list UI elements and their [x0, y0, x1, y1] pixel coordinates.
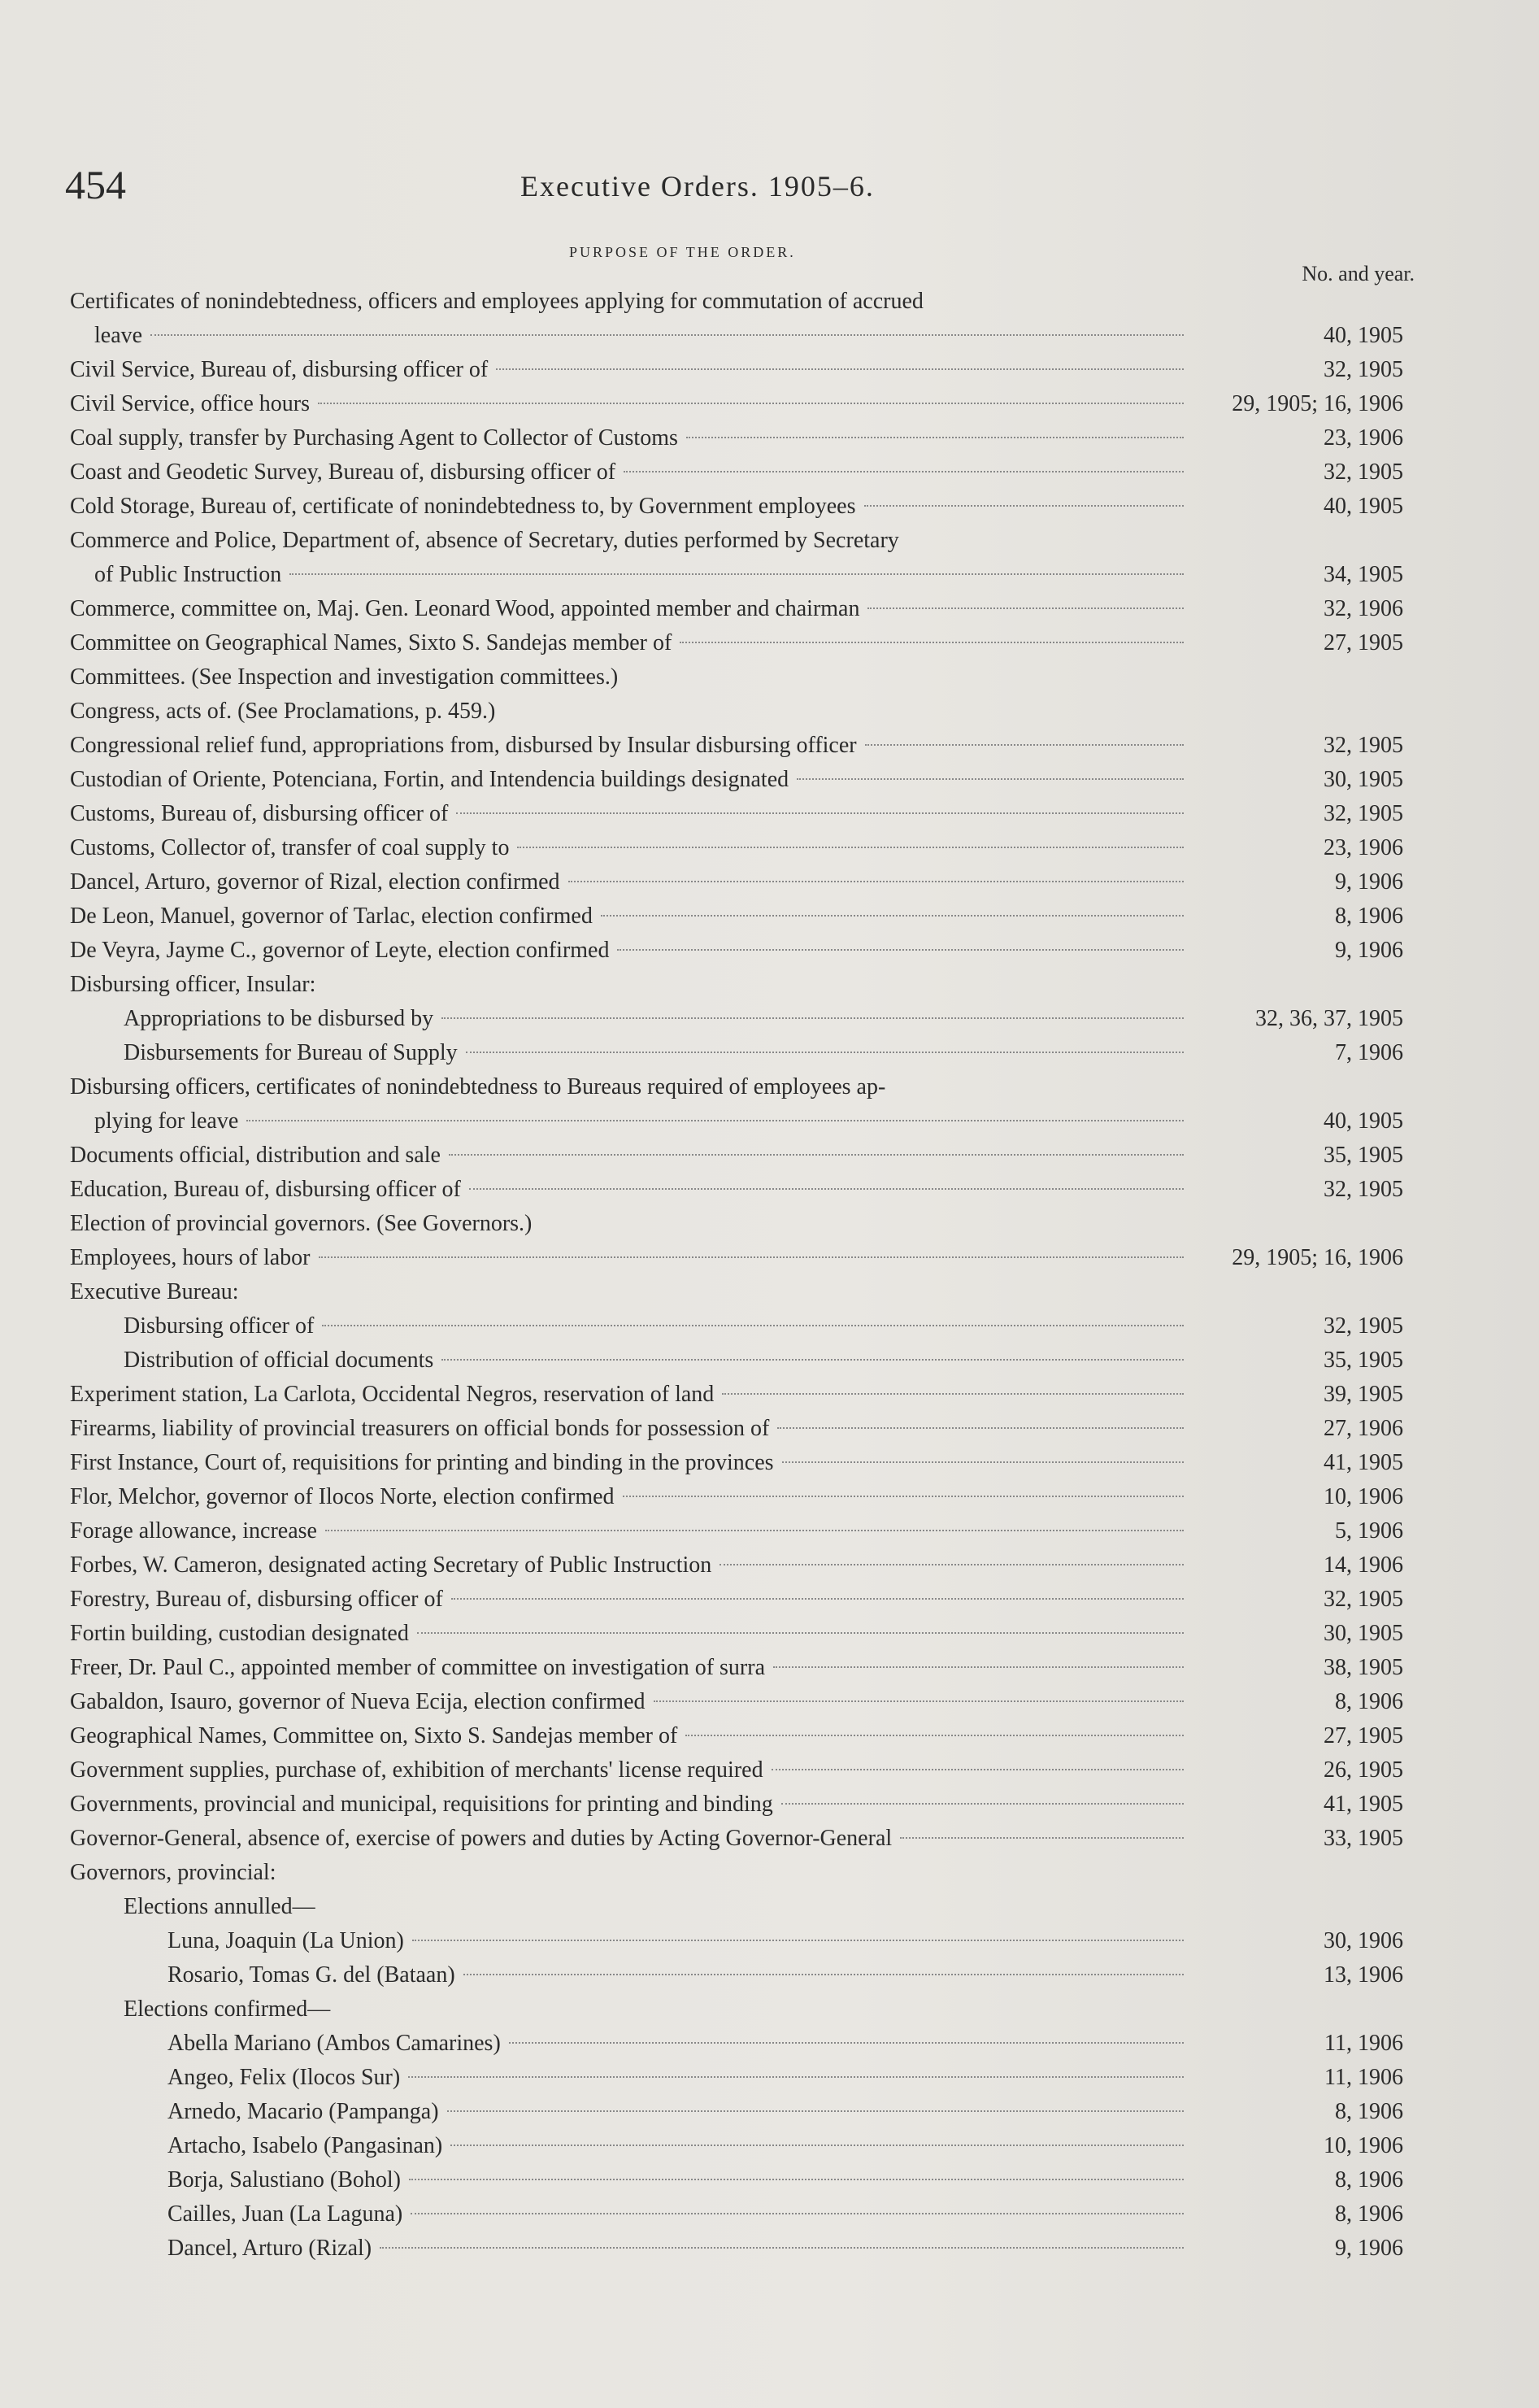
entry-text: Governors, provincial: — [70, 1860, 276, 1885]
entry-text: Dancel, Arturo, governor of Rizal, election confirmed — [70, 869, 560, 895]
entry-text: Executive Bureau: — [70, 1279, 239, 1304]
entry-text: Dancel, Arturo (Rizal) — [167, 2236, 372, 2261]
page-header — [0, 161, 1539, 218]
order-reference: 8, 1906 — [1335, 2099, 1403, 2124]
order-reference: 39, 1905 — [1324, 1382, 1403, 1407]
entry-text: Flor, Melchor, governor of Ilocos Norte, election confirmed — [70, 1484, 615, 1509]
dot-leader — [773, 1666, 1184, 1668]
dot-leader — [797, 778, 1184, 780]
index-entry — [70, 660, 1403, 695]
index-entry — [70, 831, 1403, 865]
dot-leader — [568, 881, 1184, 882]
order-reference: 9, 1906 — [1335, 869, 1403, 895]
index-entry — [70, 1446, 1403, 1480]
order-reference: 7, 1906 — [1335, 1040, 1403, 1065]
dot-leader — [447, 2110, 1184, 2112]
dot-leader — [441, 1017, 1184, 1019]
order-reference: 32, 1906 — [1324, 596, 1403, 621]
dot-leader — [318, 403, 1184, 404]
index-entry — [70, 1173, 1403, 1207]
entry-text: Election of provincial governors. (See Governors.) — [70, 1211, 533, 1236]
entry-text: Cailles, Juan (La Laguna) — [167, 2201, 403, 2227]
order-reference: 33, 1905 — [1324, 1826, 1403, 1851]
order-reference: 11, 1906 — [1324, 2031, 1403, 2056]
index-entry — [70, 1070, 1403, 1139]
index-entry — [70, 455, 1403, 490]
entry-text: Forage allowance, increase — [70, 1518, 317, 1544]
entry-text: Freer, Dr. Paul C., appointed member of committee on investigation of surra — [70, 1655, 766, 1680]
entry-text: Rosario, Tomas G. del (Bataan) — [167, 1962, 455, 1988]
index-entry — [70, 524, 1403, 592]
dot-leader — [601, 915, 1184, 917]
entry-text: Forestry, Bureau of, disbursing officer of — [70, 1587, 443, 1612]
order-reference: 8, 1906 — [1335, 2167, 1403, 2192]
entry-text: Geographical Names, Committee on, Sixto S. Sandejas member of — [70, 1723, 678, 1748]
page-number: 454 — [65, 162, 126, 207]
dot-leader — [782, 1461, 1184, 1463]
entry-text: Government supplies, purchase of, exhibition of merchants' license required — [70, 1757, 763, 1783]
index-entry — [70, 2027, 1403, 2061]
dot-leader — [412, 1940, 1184, 1941]
entry-text: Disbursing officers, certificates of nonindebtedness to Bureaus required of employees ap- — [70, 1074, 886, 1099]
entry-text: De Leon, Manuel, governor of Tarlac, election confirmed — [70, 904, 593, 929]
entry-continuation: leave — [94, 323, 143, 348]
index-entry — [70, 763, 1403, 797]
entry-text: Civil Service, Bureau of, disbursing officer of — [70, 357, 489, 382]
index-entry — [70, 1309, 1403, 1343]
index-entry — [70, 1548, 1403, 1583]
entry-text: Coast and Geodetic Survey, Bureau of, disbursing officer of — [70, 459, 616, 485]
order-reference: 23, 1906 — [1324, 425, 1403, 451]
order-reference: 32, 1905 — [1324, 733, 1403, 758]
dot-leader — [246, 1120, 1184, 1121]
index-entry — [70, 387, 1403, 421]
entry-text: Angeo, Felix (Ilocos Sur) — [167, 2065, 401, 2090]
index-entry — [70, 285, 1403, 353]
entry-text: Luna, Joaquin (La Union) — [167, 1928, 404, 1953]
index-entry — [70, 490, 1403, 524]
index-entry — [70, 1753, 1403, 1787]
order-reference: 29, 1905; 16, 1906 — [1232, 391, 1403, 416]
entry-text: Artacho, Isabelo (Pangasinan) — [167, 2133, 443, 2158]
order-reference: 11, 1906 — [1324, 2065, 1403, 2090]
index-entry — [70, 2061, 1403, 2095]
dot-leader — [325, 1530, 1184, 1531]
order-reference: 8, 1906 — [1335, 1689, 1403, 1714]
order-reference: 8, 1906 — [1335, 2201, 1403, 2227]
index-entry — [70, 353, 1403, 387]
entry-text: Congressional relief fund, appropriations from, disbursed by Insular disbursing officer — [70, 733, 857, 758]
dot-leader — [722, 1393, 1184, 1395]
order-reference: 32, 1905 — [1324, 1313, 1403, 1339]
order-reference: 23, 1906 — [1324, 835, 1403, 860]
dot-leader — [408, 2076, 1184, 2078]
running-title: Executive Orders. 1905–6. — [520, 170, 875, 202]
dot-leader — [150, 334, 1184, 336]
index-entry — [70, 1480, 1403, 1514]
entry-text: Elections confirmed— — [124, 1997, 331, 2022]
index-entry — [70, 1275, 1403, 1309]
dot-leader — [865, 744, 1184, 746]
column-heading: No. and year. — [1302, 262, 1415, 285]
index-entry — [70, 1958, 1403, 1992]
order-reference: 32, 1905 — [1324, 459, 1403, 485]
index-entry — [70, 1617, 1403, 1651]
entry-continuation: plying for leave — [94, 1108, 239, 1134]
index-entry — [70, 1241, 1403, 1275]
order-reference: 40, 1905 — [1324, 1108, 1403, 1134]
index-entry — [70, 934, 1403, 968]
entry-text: Fortin building, custodian designated — [70, 1621, 409, 1646]
entry-text: Disbursements for Bureau of Supply — [124, 1040, 458, 1065]
order-reference: 13, 1906 — [1324, 1962, 1403, 1988]
index-entry — [70, 2163, 1403, 2197]
order-reference: 35, 1905 — [1324, 1143, 1403, 1168]
order-reference: 14, 1906 — [1324, 1552, 1403, 1578]
order-reference: 41, 1905 — [1324, 1792, 1403, 1817]
entry-text: Borja, Salustiano (Bohol) — [167, 2167, 401, 2192]
index-entry — [70, 2232, 1403, 2266]
order-reference: 9, 1906 — [1335, 2236, 1403, 2261]
entry-text: Abella Mariano (Ambos Camarines) — [167, 2031, 501, 2056]
entry-continuation: of Public Instruction — [94, 562, 282, 587]
dot-leader — [289, 573, 1184, 575]
index-entry — [70, 1036, 1403, 1070]
dot-leader — [409, 2179, 1184, 2180]
index-entry — [70, 2197, 1403, 2232]
order-reference: 29, 1905; 16, 1906 — [1232, 1245, 1403, 1270]
dot-leader — [720, 1564, 1184, 1565]
index-entry — [70, 1992, 1403, 2027]
order-reference: 34, 1905 — [1324, 562, 1403, 587]
entry-text: Custodian of Oriente, Potenciana, Fortin, and Intendencia buildings designated — [70, 767, 789, 792]
dot-leader — [466, 1052, 1184, 1053]
index-entry — [70, 1378, 1403, 1412]
dot-leader — [772, 1769, 1184, 1770]
dot-leader — [654, 1700, 1184, 1702]
entry-text: First Instance, Court of, requisitions for printing and binding in the provinces — [70, 1450, 774, 1475]
entry-text: Customs, Bureau of, disbursing officer of — [70, 801, 449, 826]
order-reference: 30, 1905 — [1324, 767, 1403, 792]
order-reference: 35, 1905 — [1324, 1348, 1403, 1373]
index-entry — [70, 2129, 1403, 2163]
order-reference: 8, 1906 — [1335, 904, 1403, 929]
index-entry — [70, 1207, 1403, 1241]
index-entry — [70, 1412, 1403, 1446]
index-entry — [70, 729, 1403, 763]
entry-text: Documents official, distribution and sale — [70, 1143, 441, 1168]
entry-text: Forbes, W. Cameron, designated acting Secretary of Public Instruction — [70, 1552, 712, 1578]
order-reference: 32, 1905 — [1324, 1177, 1403, 1202]
entry-text: Gabaldon, Isauro, governor of Nueva Ecija, election confirmed — [70, 1689, 646, 1714]
dot-leader — [456, 812, 1184, 814]
entry-text: Disbursing officer of — [124, 1313, 315, 1339]
index-entry — [70, 899, 1403, 934]
entry-text: Civil Service, office hours — [70, 391, 310, 416]
dot-leader — [322, 1325, 1184, 1326]
entry-text: Committee on Geographical Names, Sixto S. Sandejas member of — [70, 630, 672, 655]
index-entry — [70, 1822, 1403, 1856]
order-reference: 10, 1906 — [1324, 2133, 1403, 2158]
dot-leader — [517, 847, 1184, 848]
order-reference: 32, 1905 — [1324, 357, 1403, 382]
entry-text: Congress, acts of. (See Proclamations, p. 459.) — [70, 699, 496, 724]
index-entry — [70, 1890, 1403, 1924]
entry-text: Certificates of nonindebtedness, officers and employees applying for commutation of accrued — [70, 289, 924, 314]
order-reference: 40, 1905 — [1324, 323, 1403, 348]
entry-text: De Veyra, Jayme C., governor of Leyte, election confirmed — [70, 938, 610, 963]
entry-text: Appropriations to be disbursed by — [124, 1006, 434, 1031]
order-reference: 32, 36, 37, 1905 — [1255, 1006, 1403, 1031]
entry-text: Employees, hours of labor — [70, 1245, 311, 1270]
index-entry — [70, 1787, 1403, 1822]
dot-leader — [680, 642, 1184, 643]
entry-text: Elections annulled— — [124, 1894, 315, 1919]
order-reference: 40, 1905 — [1324, 494, 1403, 519]
dot-leader — [496, 368, 1184, 370]
index-entries — [70, 285, 1403, 2266]
entry-text: Disbursing officer, Insular: — [70, 972, 316, 997]
dot-leader — [449, 1154, 1184, 1156]
entry-text: Experiment station, La Carlota, Occidental Negros, reservation of land — [70, 1382, 715, 1407]
entry-text: Arnedo, Macario (Pampanga) — [167, 2099, 439, 2124]
order-reference: 27, 1905 — [1324, 1723, 1403, 1748]
dot-leader — [777, 1427, 1184, 1429]
entry-text: Distribution of official documents — [124, 1348, 434, 1373]
entry-text: Commerce, committee on, Maj. Gen. Leonard Wood, appointed member and chairman — [70, 596, 860, 621]
entry-text: Governments, provincial and municipal, requisitions for printing and binding — [70, 1792, 773, 1817]
index-entry — [70, 1139, 1403, 1173]
order-reference: 30, 1905 — [1324, 1621, 1403, 1646]
entry-text: Cold Storage, Bureau of, certificate of nonindebtedness to, by Government employees — [70, 494, 856, 519]
order-reference: 27, 1906 — [1324, 1416, 1403, 1441]
order-reference: 10, 1906 — [1324, 1484, 1403, 1509]
entry-text: Education, Bureau of, disbursing officer of — [70, 1177, 461, 1202]
index-entry — [70, 797, 1403, 831]
dot-leader — [864, 505, 1184, 507]
dot-leader — [686, 437, 1184, 438]
section-heading: PURPOSE OF THE ORDER. — [569, 244, 796, 260]
index-entry — [70, 1685, 1403, 1719]
order-reference: 5, 1906 — [1335, 1518, 1403, 1544]
index-entry — [70, 1719, 1403, 1753]
dot-leader — [623, 1496, 1184, 1497]
index-entry — [70, 2095, 1403, 2129]
index-entry — [70, 695, 1403, 729]
entry-text: Commerce and Police, Department of, absence of Secretary, duties performed by Secretary — [70, 528, 899, 553]
order-reference: 38, 1905 — [1324, 1655, 1403, 1680]
order-reference: 32, 1905 — [1324, 1587, 1403, 1612]
dot-leader — [411, 2213, 1184, 2214]
dot-leader — [451, 1598, 1184, 1600]
index-entry — [70, 1924, 1403, 1958]
dot-leader — [380, 2247, 1184, 2249]
index-entry — [70, 626, 1403, 660]
dot-leader — [617, 949, 1184, 951]
index-entry — [70, 865, 1403, 899]
index-entry — [70, 1343, 1403, 1378]
dot-leader — [319, 1256, 1185, 1258]
entry-text: Governor-General, absence of, exercise of powers and duties by Acting Governor-General — [70, 1826, 893, 1851]
index-entry — [70, 1856, 1403, 1890]
dot-leader — [441, 1359, 1184, 1361]
entry-text: Firearms, liability of provincial treasurers on official bonds for possession of — [70, 1416, 770, 1441]
entry-text: Coal supply, transfer by Purchasing Agent to Collector of Customs — [70, 425, 678, 451]
order-reference: 41, 1905 — [1324, 1450, 1403, 1475]
dot-leader — [509, 2042, 1184, 2044]
index-entry — [70, 968, 1403, 1002]
dot-leader — [463, 1974, 1184, 1975]
index-entry — [70, 1651, 1403, 1685]
order-reference: 32, 1905 — [1324, 801, 1403, 826]
dot-leader — [624, 471, 1184, 472]
dot-leader — [450, 2145, 1184, 2146]
index-entry — [70, 1514, 1403, 1548]
order-reference: 27, 1905 — [1324, 630, 1403, 655]
entry-text: Customs, Collector of, transfer of coal supply to — [70, 835, 510, 860]
dot-leader — [417, 1632, 1184, 1634]
index-entry — [70, 592, 1403, 626]
dot-leader — [867, 607, 1184, 609]
dot-leader — [781, 1803, 1184, 1805]
entry-text: Committees. (See Inspection and investigation committees.) — [70, 664, 619, 690]
index-entry — [70, 1002, 1403, 1036]
dot-leader — [469, 1188, 1184, 1190]
dot-leader — [685, 1735, 1184, 1736]
order-reference: 9, 1906 — [1335, 938, 1403, 963]
order-reference: 26, 1905 — [1324, 1757, 1403, 1783]
dot-leader — [900, 1837, 1184, 1839]
index-entry — [70, 421, 1403, 455]
order-reference: 30, 1906 — [1324, 1928, 1403, 1953]
index-entry — [70, 1583, 1403, 1617]
